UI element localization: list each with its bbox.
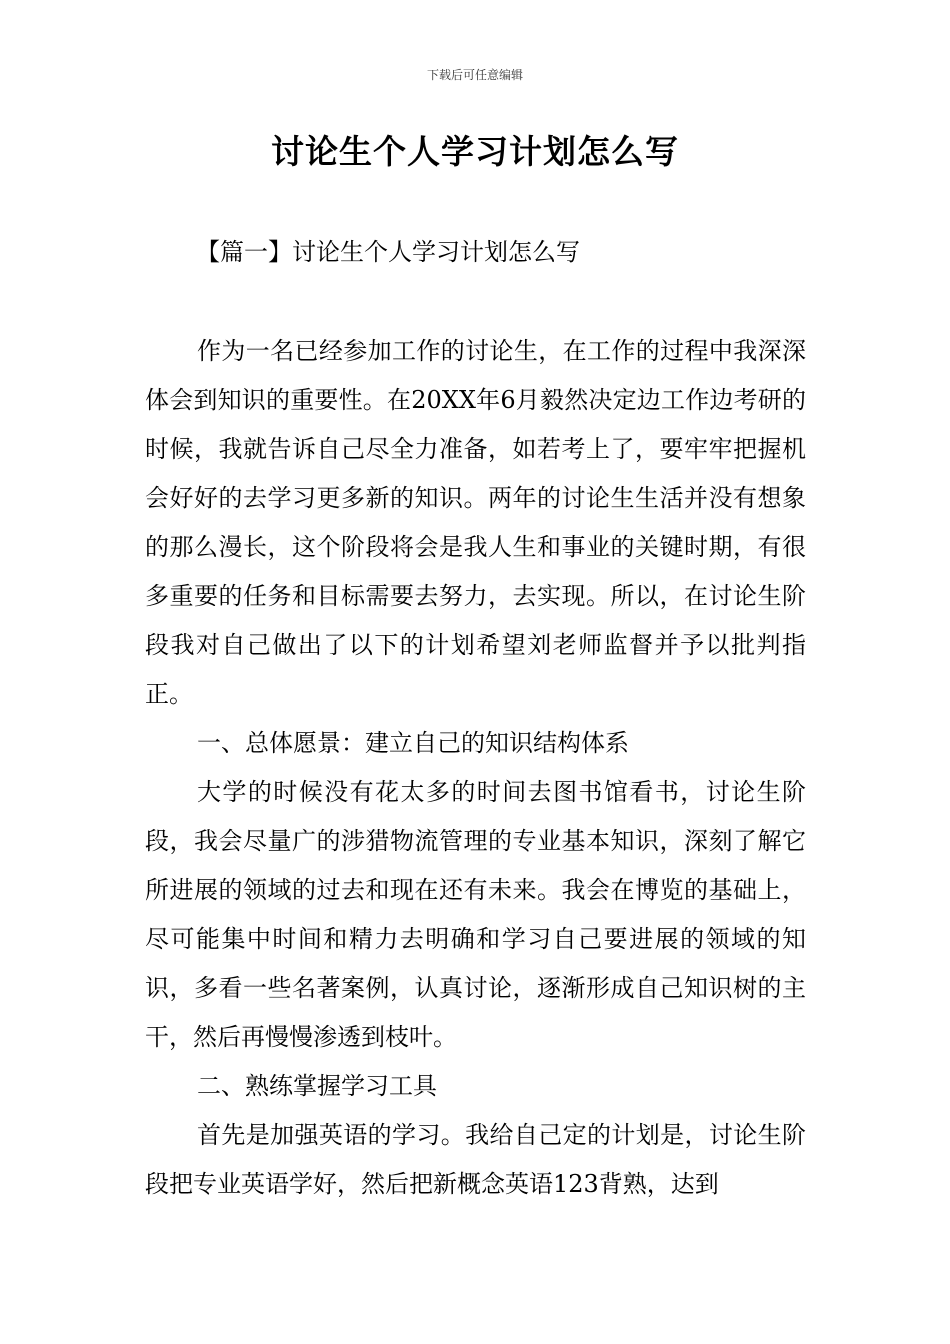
paragraph-intro: 作为一名已经参加工作的讨论生，在工作的过程中我深深体会到知识的重要性。在20XX年6月毅然决定边工作边考研的时候，我就告诉自己尽全力准备，如若考上了，要牢牢把握机会好好的去学习更多新的知识。两年的讨论生生活并没有想象的那么漫长，这个阶段将会是我人生和事业的关键时期，有很多重要的任务和目标需要去努力，去实现。所以，在讨论生阶段我对自己做出了以下的计划希望刘老师监督并予以批判指正。 (145, 337, 806, 708)
heading-learning-tools: 二、熟练掌握学习工具 (197, 1072, 437, 1100)
paragraph-knowledge: 大学的时候没有花太多的时间去图书馆看书，讨论生阶段，我会尽量广的涉猎物流管理的专业基本知识，深刻了解它所进展的领域的过去和现在还有未来。我会在博览的基础上，尽可能集中时间和精力去明确和学习自己要进展的领域的知识，多看一些名著案例，认真讨论，逐渐形成自己知识树的主干，然后再慢慢渗透到枝叶。 (145, 778, 806, 1051)
paragraph-english: 首先是加强英语的学习。我给自己定的计划是，讨论生阶段把专业英语学好，然后把新概念英语123背熟，达到 (145, 1121, 806, 1198)
section-heading: 【篇一】讨论生个人学习计划怎么写 (196, 238, 580, 266)
header-note: 下载后可任意编辑 (426, 68, 523, 82)
document-title: 讨论生个人学习计划怎么写 (271, 132, 679, 171)
heading-overall-vision: 一、总体愿景：建立自己的知识结构体系 (197, 729, 629, 757)
body-text (145, 327, 806, 1209)
